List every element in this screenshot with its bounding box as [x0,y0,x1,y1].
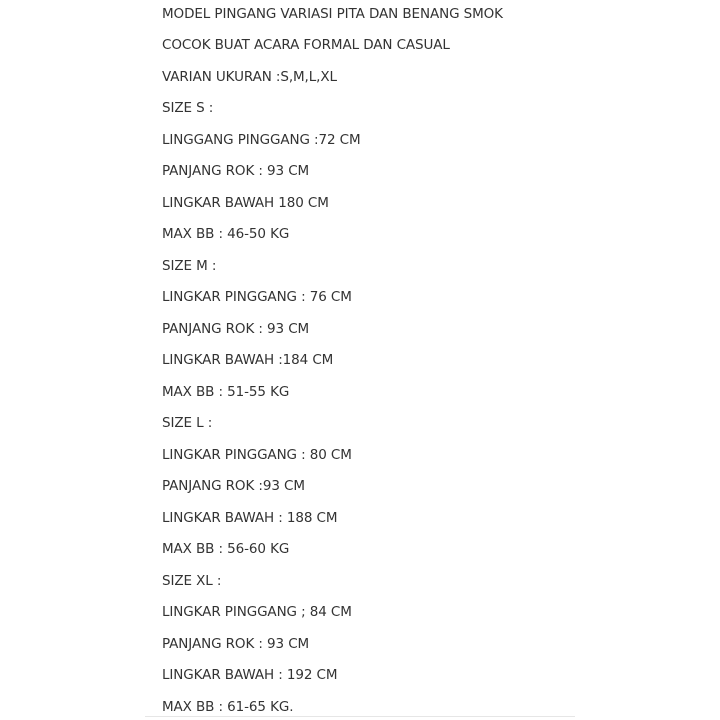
description-line: LINGGANG PINGGANG :72 CM [162,132,361,148]
description-line: PANJANG ROK : 93 CM [162,163,310,179]
description-line: LINGKAR BAWAH : 188 CM [162,510,338,526]
description-line: PANJANG ROK : 93 CM [162,636,310,652]
description-line: MAX BB : 46-50 KG [162,226,290,242]
description-line: MAX BB : 61-65 KG. [162,699,294,715]
description-line: LINGKAR BAWAH 180 CM [162,195,329,211]
description-line: COCOK BUAT ACARA FORMAL DAN CASUAL [162,37,450,53]
description-line: VARIAN UKURAN :S,M,L,XL [162,69,337,85]
description-line: PANJANG ROK : 93 CM [162,321,310,337]
description-line: MAX BB : 56-60 KG [162,541,290,557]
divider [145,716,575,717]
description-line: MODEL PINGANG VARIASI PITA DAN BENANG SMOK [162,6,503,22]
size-l-heading: SIZE L : [162,415,213,431]
description-line: MAX BB : 51-55 KG [162,384,290,400]
description-line: LINGKAR BAWAH :184 CM [162,352,334,368]
description-line: PANJANG ROK :93 CM [162,478,305,494]
description-line: LINGKAR PINGGANG ; 84 CM [162,604,352,620]
size-xl-heading: SIZE XL : [162,573,222,589]
size-s-heading: SIZE S : [162,100,214,116]
size-m-heading: SIZE M : [162,258,217,274]
description-line: LINGKAR PINGGANG : 80 CM [162,447,352,463]
description-line: LINGKAR PINGGANG : 76 CM [162,289,352,305]
description-line: LINGKAR BAWAH : 192 CM [162,667,338,683]
